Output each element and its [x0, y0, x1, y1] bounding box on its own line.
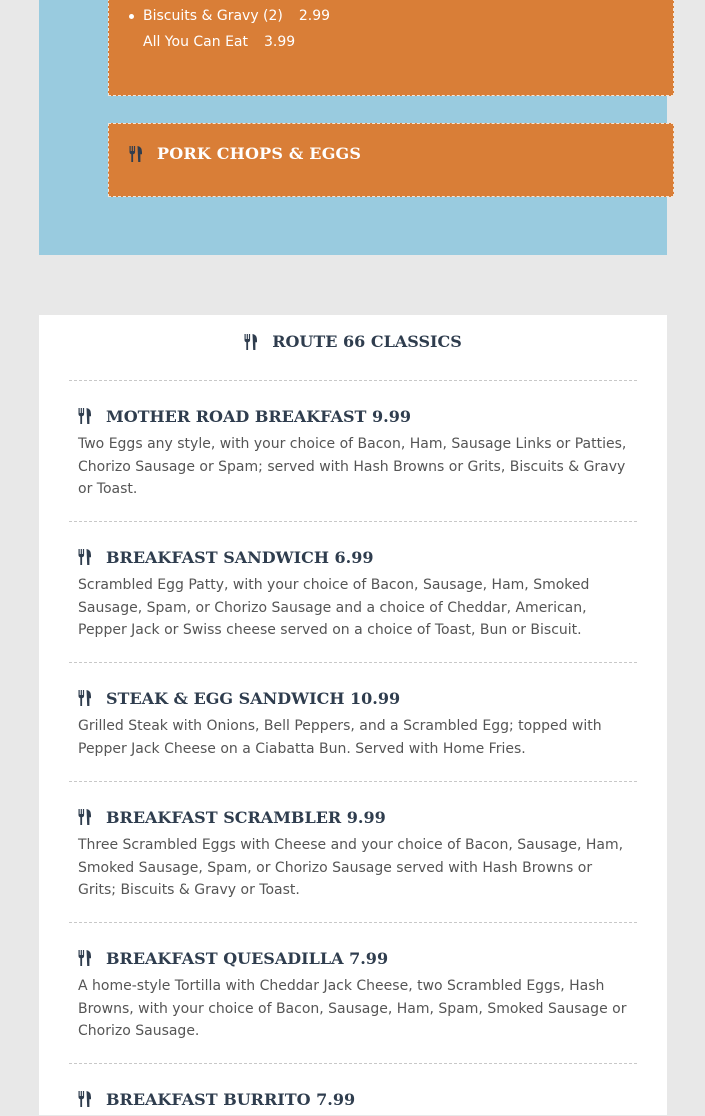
divider — [69, 380, 637, 381]
pork-chops-accordion[interactable] — [108, 123, 674, 197]
menu-item — [78, 546, 633, 642]
menu-item-header — [78, 806, 633, 828]
menu-item-description: Grilled Steak with Onions, Bell Peppers, and a Scrambled Egg; topped with Pepper Jack Cheese on a Ciabatta Bun. Served with Home Fries. — [78, 718, 602, 757]
menu-item — [78, 947, 633, 1043]
fork-knife-icon — [244, 334, 258, 350]
fork-knife-icon — [78, 950, 92, 966]
item-name: All You Can Eat — [143, 34, 248, 50]
menu-item — [78, 806, 633, 902]
price-list-item — [143, 29, 330, 55]
specials-price-box — [108, 0, 674, 96]
divider — [69, 1063, 637, 1064]
section-title-text: ROUTE 66 CLASSICS — [272, 332, 462, 351]
menu-item-header — [78, 546, 633, 568]
menu-item — [78, 1088, 633, 1116]
item-price: 3.99 — [263, 34, 296, 50]
divider — [69, 781, 637, 782]
bullet-icon — [129, 14, 134, 19]
menu-item-title: BREAKFAST SCRAMBLER 9.99 — [106, 807, 386, 827]
menu-item-description: Two Eggs any style, with your choice of Bacon, Ham, Sausage Links or Patties, Chorizo Sausage or Spam; served with Hash Browns or Grits, Biscuits & Gravy or Toast. — [78, 436, 627, 498]
fork-knife-icon — [78, 1091, 92, 1107]
menu-item-title: BREAKFAST BURRITO 7.99 — [106, 1089, 356, 1109]
pork-chops-header[interactable] — [129, 144, 361, 163]
menu-item-description: Three Scrambled Eggs with Cheese and your choice of Bacon, Sausage, Ham, Smoked Sausage, Spam, or Chorizo Sausage served with Hash Browns or Grits; Biscuits & Gravy or Toast. — [78, 837, 624, 899]
fork-knife-icon — [78, 549, 92, 565]
item-price: 2.99 — [298, 8, 331, 24]
divider — [69, 521, 637, 522]
price-list-item — [143, 3, 330, 29]
price-list — [143, 3, 330, 55]
menu-item — [78, 687, 633, 760]
pork-chops-title: PORK CHOPS & EGGS — [157, 144, 362, 163]
menu-item-header — [78, 1088, 633, 1110]
menu-item-header — [78, 405, 633, 427]
menu-item-description: Scrambled Egg Patty, with your choice of Bacon, Sausage, Ham, Smoked Sausage, Spam, or Chorizo Sausage and a choice of Cheddar, American, Pepper Jack or Swiss cheese served on a choice of Toast, Bun or Biscuit. — [78, 577, 590, 639]
menu-item-title: STEAK & EGG SANDWICH 10.99 — [106, 688, 401, 708]
item-name: Biscuits & Gravy (2) — [143, 8, 283, 24]
menu-item-title: BREAKFAST QUESADILLA 7.99 — [106, 948, 389, 968]
menu-item-header — [78, 687, 633, 709]
section-title — [39, 332, 667, 351]
menu-item-title: MOTHER ROAD BREAKFAST 9.99 — [106, 406, 411, 426]
menu-item-title: BREAKFAST SANDWICH 6.99 — [106, 547, 374, 567]
menu-item-header — [78, 947, 633, 969]
fork-knife-icon — [78, 408, 92, 424]
divider — [69, 662, 637, 663]
divider — [69, 922, 637, 923]
route-66-classics-panel — [39, 315, 667, 1115]
menu-item — [78, 405, 633, 501]
fork-knife-icon — [78, 690, 92, 706]
fork-knife-icon — [129, 146, 143, 162]
menu-item-description: A home-style Tortilla with Cheddar Jack Cheese, two Scrambled Eggs, Hash Browns, with your choice of Bacon, Sausage, Ham, Spam, Smoked Sausage or Chorizo Sausage. — [78, 978, 627, 1040]
fork-knife-icon — [78, 809, 92, 825]
breakfast-specials-panel — [39, 0, 667, 255]
